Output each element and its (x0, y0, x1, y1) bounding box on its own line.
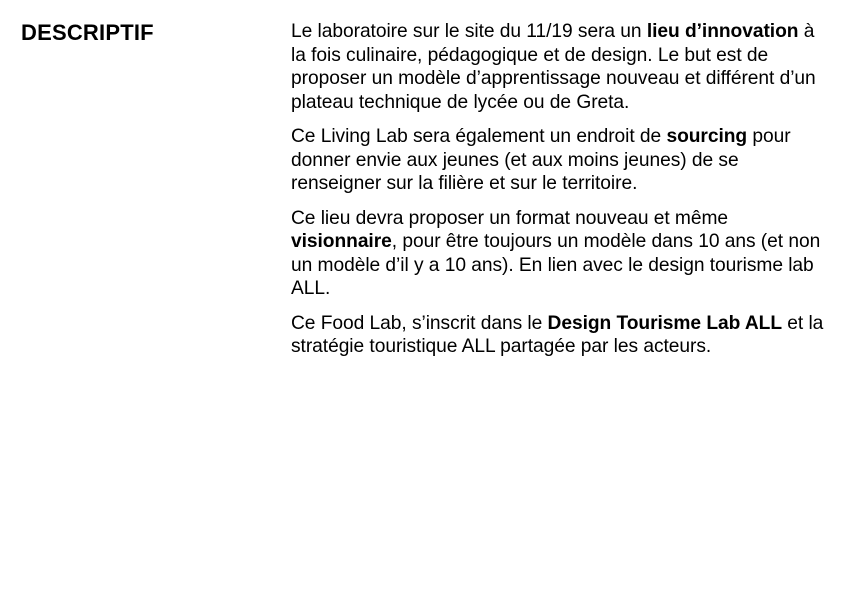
paragraph-text: et la stratégie touristique ALL partagée par les acteurs. (291, 312, 824, 357)
paragraph-text: Ce Food Lab, s’inscrit dans le (291, 312, 548, 334)
paragraph-food-lab (291, 312, 827, 359)
paragraph-text: , pour être toujours un modèle dans 10 ans (et non un modèle d’il y a 10 ans). En lien avec le design tourisme lab ALL. (291, 231, 821, 299)
paragraph-innovation (291, 20, 827, 114)
paragraph-sourcing (291, 125, 827, 196)
emphasis-visionnaire: visionnaire (291, 231, 392, 252)
paragraph-text: Ce Living Lab sera également un endroit de (291, 126, 667, 147)
emphasis-design-tourisme-lab: Design Tourisme Lab ALL (547, 312, 782, 334)
emphasis-lieu-innovation: lieu d’innovation (646, 21, 799, 42)
description-body (291, 20, 827, 370)
paragraph-text: Ce lieu devra proposer un format nouveau et même (291, 207, 729, 229)
paragraph-text: pour donner envie aux jeunes (et aux moins jeunes) de se renseigner sur la filière et sur le territoire. (291, 126, 791, 194)
emphasis-sourcing: sourcing (666, 126, 748, 147)
section-title: DESCRIPTIF (21, 20, 154, 45)
paragraph-text: à la fois culinaire, pédagogique et de design. Le but est de proposer un modèle d’apprentissage nouveau et différent d’un plateau technique de lycée ou de Greta. (291, 21, 816, 113)
paragraph-visionnaire (291, 207, 827, 301)
paragraph-text: Le laboratoire sur le site du 11/19 sera un (291, 21, 647, 42)
